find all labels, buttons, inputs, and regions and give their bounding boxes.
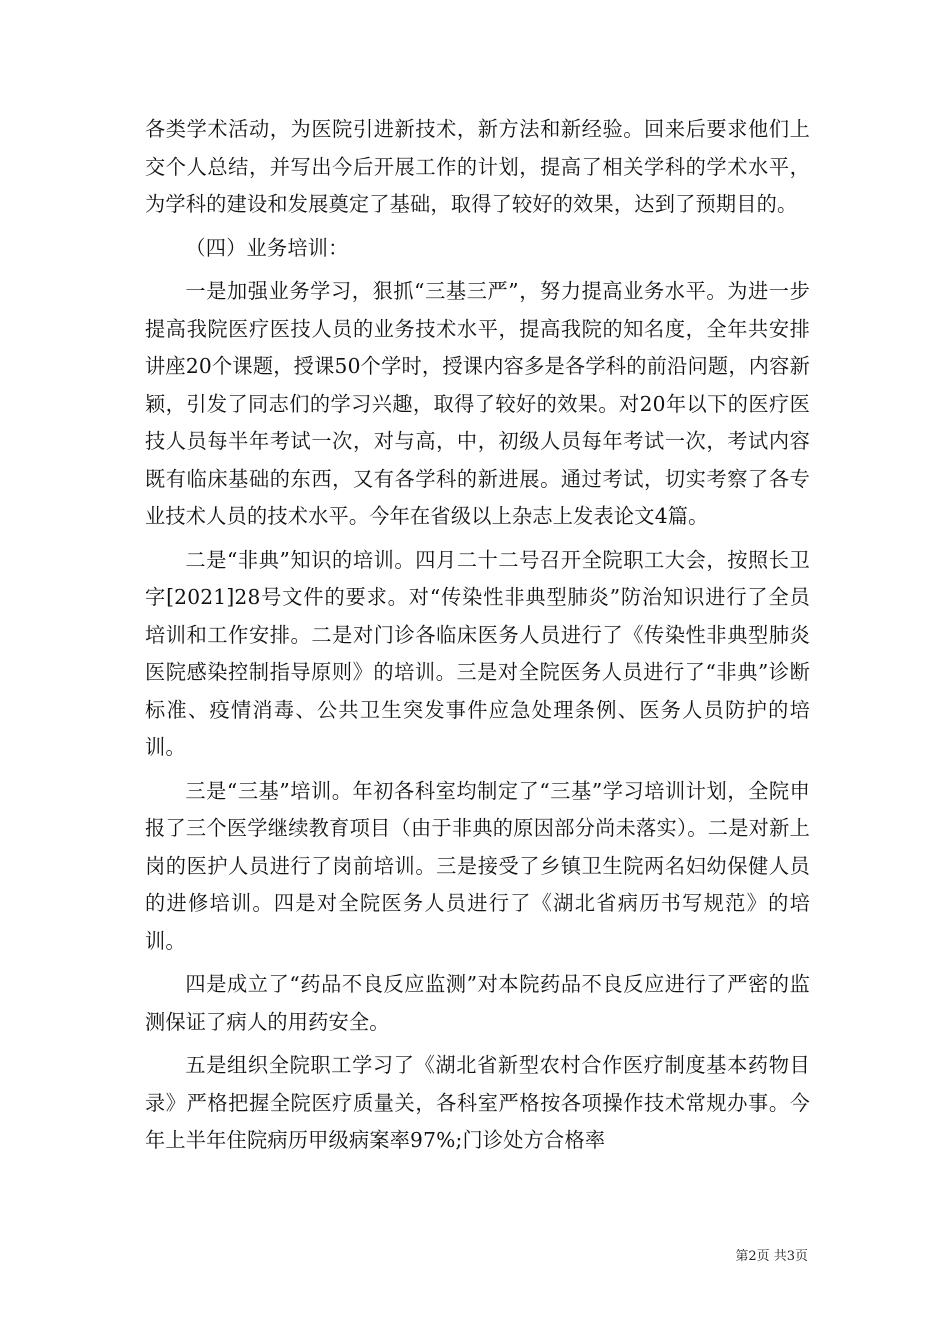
paragraph-item-four: 四是成立了“药品不良反应监测”对本院药品不良反应进行了严密的监测保证了病人的用药安全。 <box>145 972 810 1034</box>
paragraph-item-two: 二是“非典”知识的培训。四月二十二号召开全院职工大会，按照长卫字[2021]28号文件的要求。对“传染性非典型肺炎”防治知识进行了全员培训和工作安排。二是对门诊各临床医务人员进行了《传染性非典型肺炎医院感染控制指导原则》的培训。三是对全院医务人员进行了“非典”诊断标准、疫情消毒、公共卫生突发事件应急处理条例、医务人员防护的培训。 <box>145 547 810 759</box>
paragraph-continuation: 各类学术活动，为医院引进新技术，新方法和新经验。回来后要求他们上交个人总结，并写出今后开展工作的计划，提高了相关学科的学术水平，为学科的建设和发展奠定了基础，取得了较好的效果，达到了预期目的。 <box>145 117 810 216</box>
page-number-footer: 第2页 共3页 <box>735 1249 808 1264</box>
document-body <box>145 111 810 1166</box>
paragraph-item-five: 五是组织全院职工学习了《湖北省新型农村合作医疗制度基本药物目录》严格把握全院医疗质量关，各科室严格按各项操作技术常规办事。今年上半年住院病历甲级病案率97%;门诊处方合格率 <box>145 1053 810 1152</box>
paragraph-item-one: 一是加强业务学习，狠抓“三基三严”，努力提高业务水平。为进一步提高我院医疗医技人员的业务技术水平，提高我院的知名度，全年共安排讲座20个课题，授课50个学时，授课内容多是各学科的前沿问题，内容新颖，引发了同志们的学习兴趣，取得了较好的效果。对20年以下的医疗医技人员每半年考试一次，对与高，中，初级人员每年考试一次，考试内容既有临床基础的东西，又有各学科的新进展。通过考试，切实考察了各专业技术人员的技术水平。今年在省级以上杂志上发表论文4篇。 <box>145 279 810 528</box>
section-heading-business-training: （四）业务培训： <box>185 235 349 260</box>
paragraph-item-three: 三是“三基”培训。年初各科室均制定了“三基”学习培训计划，全院申报了三个医学继续教育项目（由于非典的原因部分尚未落实）。二是对新上岗的医护人员进行了岗前培训。三是接受了乡镇卫生院两名妇幼保健人员的进修培训。四是对全院医务人员进行了《湖北省病历书写规范》的培训。 <box>145 778 810 953</box>
